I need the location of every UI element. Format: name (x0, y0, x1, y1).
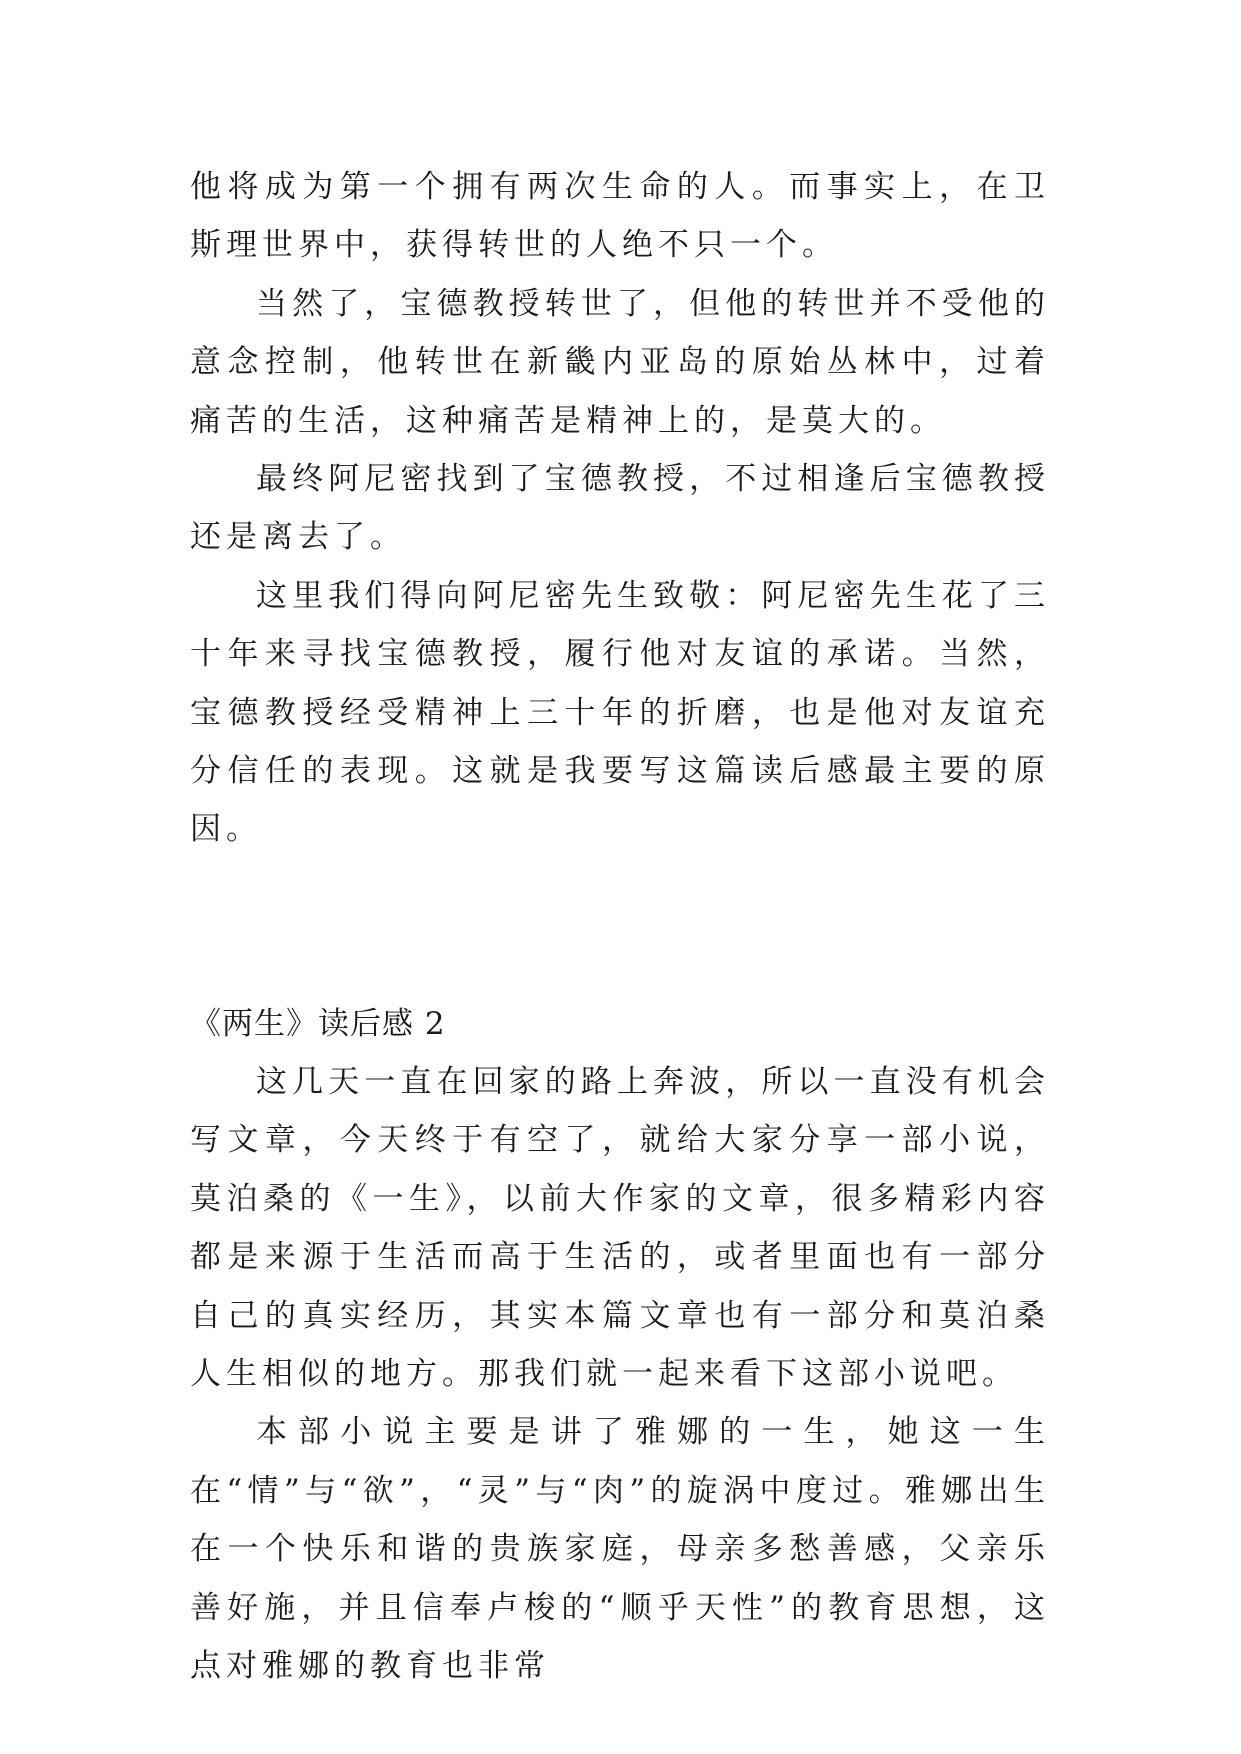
paragraph: 这几天一直在回家的路上奔波，所以一直没有机会写文章，今天终于有空了，就给大家分享一部小说，莫泊桑的《一生》，以前大作家的文章，很多精彩内容都是来源于生活而高于生活的，或者里面也有一部分自己的真实经历，其实本篇文章也有一部分和莫泊桑人生相似的地方。那我们就一起来看下这部小说吧。 (190, 1063, 1050, 1392)
paragraph-continued: 他将成为第一个拥有两次生命的人。而事实上，在卫斯理世界中，获得转世的人绝不只一个。 (190, 169, 1050, 264)
paragraph: 最终阿尼密找到了宝德教授，不过相逢后宝德教授还是离去了。 (190, 461, 1050, 556)
paragraph: 本部小说主要是讲了雅娜的一生，她这一生在“情”与“欲”，“灵”与“肉”的旋涡中度过。雅娜出生在一个快乐和谐的贵族家庭，母亲多愁善感，父亲乐善好施，并且信奉卢梭的“顺乎天性”的教育思想，这点对雅娜的教育也非常 (190, 1414, 1050, 1684)
paragraph: 当然了，宝德教授转世了，但他的转世并不受他的意念控制，他转世在新畿内亚岛的原始丛林中，过着痛苦的生活，这种痛苦是精神上的，是莫大的。 (190, 285, 1050, 439)
document-page (190, 158, 1050, 1695)
paragraph: 这里我们得向阿尼密先生致敬：阿尼密先生花了三十年来寻找宝德教授，履行他对友谊的承诺。当然，宝德教授经受精神上三十年的折磨，也是他对友谊充分信任的表现。这就是我要写这篇读后感最主要的原因。 (190, 577, 1050, 848)
section-spacer (190, 859, 1050, 995)
section-heading: 《两生》读后感 2 (190, 1005, 446, 1042)
